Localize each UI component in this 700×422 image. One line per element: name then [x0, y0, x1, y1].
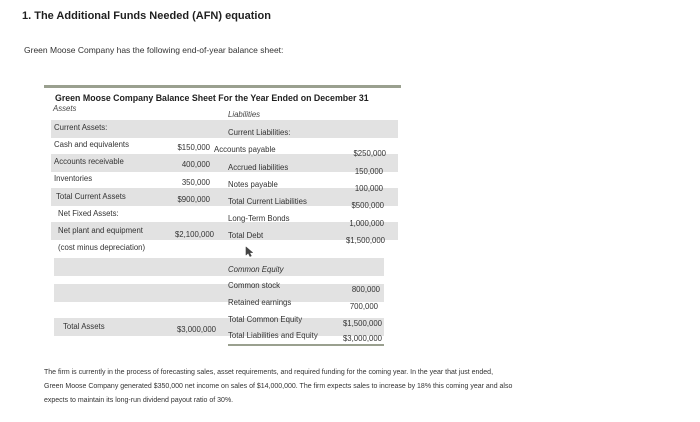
- net-plant-note: (cost minus depreciation): [58, 243, 146, 252]
- balance-sheet-title: Green Moose Company Balance Sheet For the Year Ended on December 31: [55, 93, 369, 103]
- table-top-rule: [44, 85, 401, 88]
- common-stock-label: Common stock: [228, 281, 280, 290]
- net-fixed-assets-label: Net Fixed Assets:: [58, 209, 119, 218]
- cash-value: $150,000: [177, 143, 210, 152]
- accrued-value: 150,000: [354, 167, 383, 176]
- notes-payable-value: 100,000: [354, 184, 383, 193]
- total-assets-value: $3,000,000: [176, 325, 216, 334]
- mouse-pointer-icon-svg: [245, 246, 254, 257]
- accrued-label: Accrued liabilities: [228, 163, 289, 172]
- inventories-value: 350,000: [181, 178, 210, 187]
- mouse-pointer-icon: [245, 246, 254, 260]
- total-liabilities-equity-label: Total Liabilities and Equity: [228, 331, 318, 340]
- problem-description: [44, 366, 644, 408]
- total-debt-value: $1,500,000: [345, 236, 385, 245]
- assets-header: Assets: [53, 104, 77, 113]
- common-stock-value: 800,000: [351, 285, 380, 294]
- problem-line-2: Green Moose Company generated $350,000 net income on sales of $14,000,000. The firm expects sales to increase by 18% this coming year and also: [44, 383, 513, 390]
- inventories-label: Inventories: [54, 174, 93, 183]
- row-band: [54, 258, 384, 276]
- current-assets-label: Current Assets:: [54, 123, 108, 132]
- total-liabilities-equity-value: $3,000,000: [342, 334, 382, 343]
- retained-earnings-label: Retained earnings: [228, 298, 292, 307]
- current-liabilities-label: Current Liabilities:: [228, 128, 291, 137]
- total-common-equity-value: $1,500,000: [342, 319, 382, 328]
- problem-line-3: expects to maintain its long-run dividend payout ratio of 30%.: [44, 397, 234, 404]
- total-assets-label: Total Assets: [63, 322, 105, 331]
- total-common-equity-label: Total Common Equity: [228, 315, 303, 324]
- table-bottom-rule: [228, 344, 384, 346]
- question-title: 1. The Additional Funds Needed (AFN) equation: [22, 10, 271, 22]
- liabilities-header: Liabilities: [228, 110, 261, 119]
- ar-label: Accounts receivable: [54, 157, 124, 166]
- problem-line-1: The firm is currently in the process of forecasting sales, asset requirements, and required funding for the coming year. In the year that just ended,: [44, 369, 494, 376]
- net-plant-label: Net plant and equipment: [58, 226, 143, 235]
- total-current-assets-value: $900,000: [177, 195, 210, 204]
- long-term-bonds-label: Long-Term Bonds: [228, 214, 290, 223]
- cash-label: Cash and equivalents: [54, 140, 129, 149]
- ap-label: Accounts payable: [214, 145, 276, 154]
- total-current-liabilities-value: $500,000: [351, 201, 384, 210]
- total-current-assets-label: Total Current Assets: [56, 192, 126, 201]
- total-current-liabilities-label: Total Current Liabilities: [228, 197, 307, 206]
- net-plant-value: $2,100,000: [174, 230, 214, 239]
- retained-earnings-value: 700,000: [349, 302, 378, 311]
- common-equity-header: Common Equity: [228, 265, 284, 274]
- ar-value: 400,000: [181, 160, 210, 169]
- question-intro: Green Moose Company has the following end-of-year balance sheet:: [24, 45, 284, 55]
- ap-value: $250,000: [353, 149, 386, 158]
- total-debt-label: Total Debt: [228, 231, 264, 240]
- long-term-bonds-value: 1,000,000: [349, 219, 384, 228]
- notes-payable-label: Notes payable: [228, 180, 278, 189]
